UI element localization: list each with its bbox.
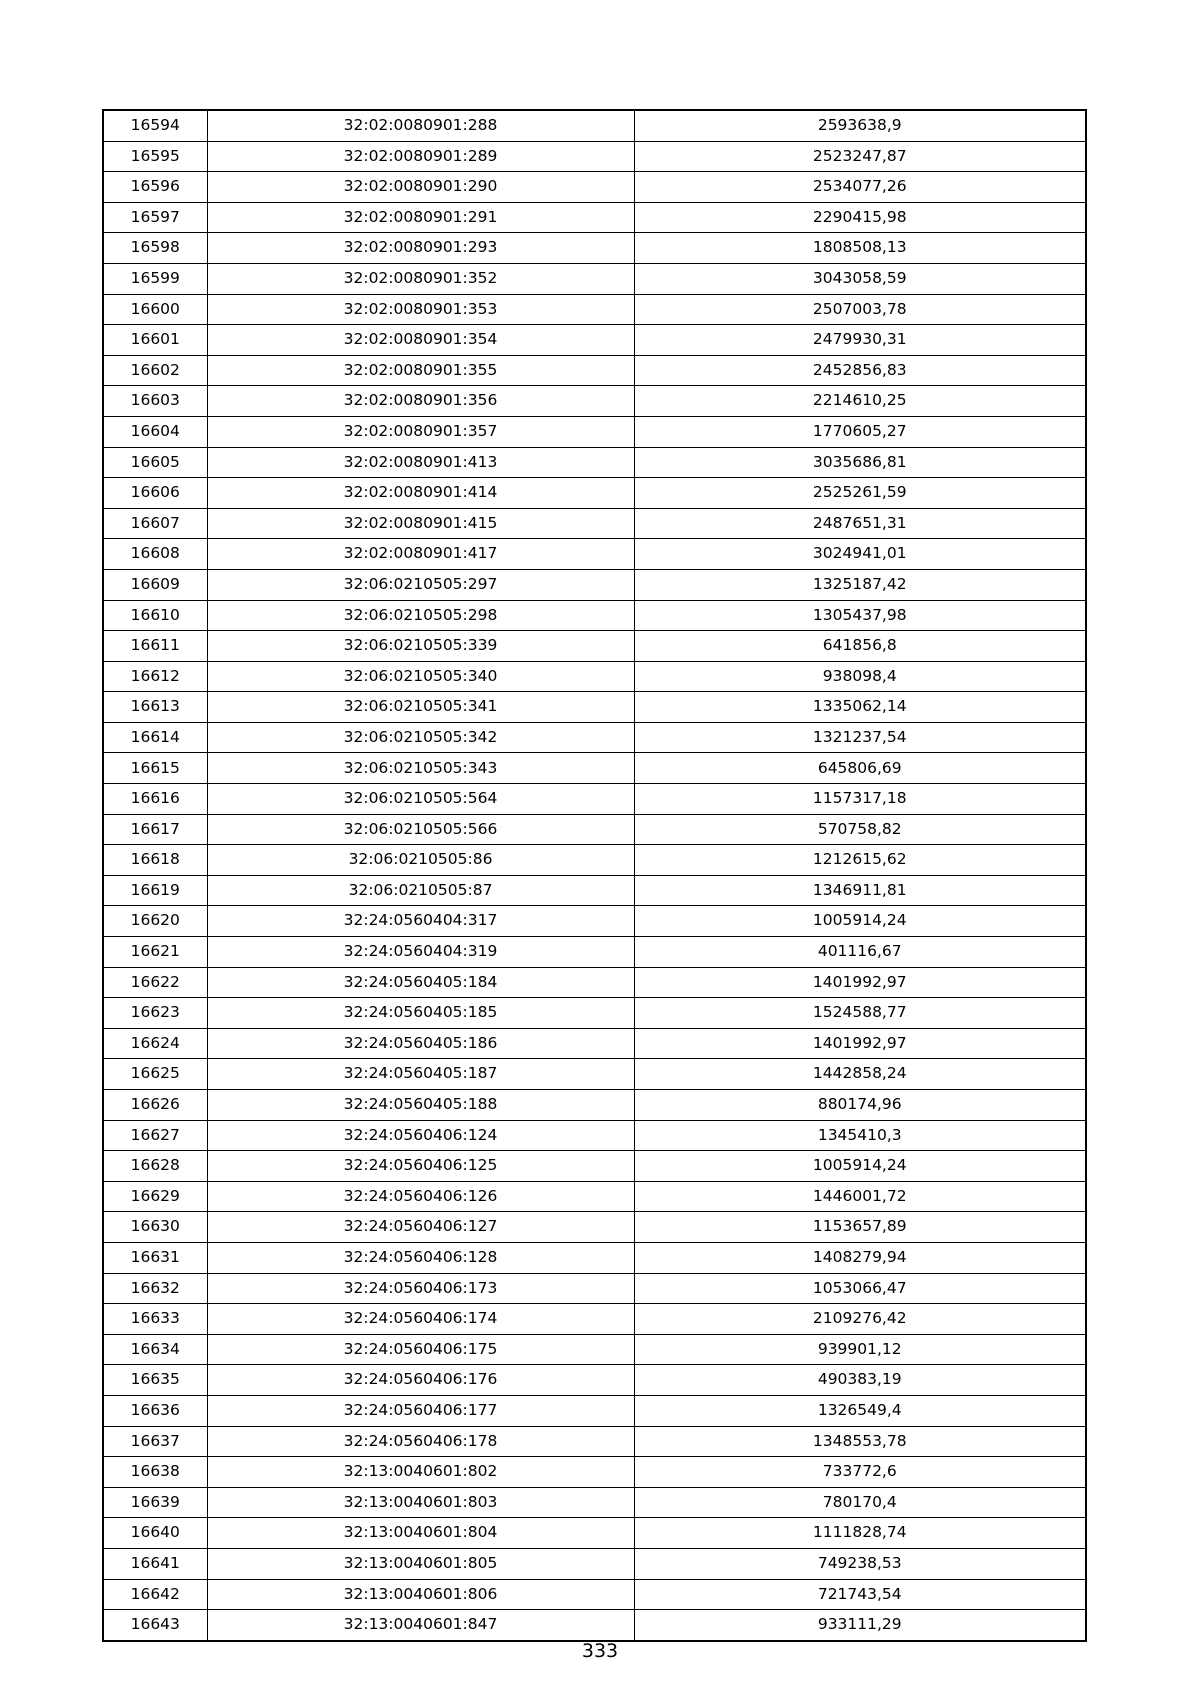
- table-row: [103, 1610, 1086, 1641]
- value-cell: 3043058,59: [634, 263, 1086, 294]
- table-row: [103, 172, 1086, 203]
- value-cell: 1442858,24: [634, 1059, 1086, 1090]
- cadastral-number-cell: 32:06:0210505:343: [207, 753, 634, 784]
- row-number-cell: 16629: [103, 1181, 207, 1212]
- row-number-cell: 16607: [103, 508, 207, 539]
- row-number-cell: 16620: [103, 906, 207, 937]
- value-cell: 1348553,78: [634, 1426, 1086, 1457]
- table-row: [103, 1334, 1086, 1365]
- row-number-cell: 16634: [103, 1334, 207, 1365]
- row-number-cell: 16609: [103, 569, 207, 600]
- value-cell: 2523247,87: [634, 141, 1086, 172]
- table-row: [103, 998, 1086, 1029]
- cadastral-number-cell: 32:02:0080901:357: [207, 416, 634, 447]
- row-number-cell: 16600: [103, 294, 207, 325]
- cadastral-number-cell: 32:13:0040601:805: [207, 1548, 634, 1579]
- cadastral-number-cell: 32:02:0080901:290: [207, 172, 634, 203]
- row-number-cell: 16606: [103, 478, 207, 509]
- table-row: [103, 1028, 1086, 1059]
- value-cell: 1446001,72: [634, 1181, 1086, 1212]
- cadastral-number-cell: 32:06:0210505:340: [207, 661, 634, 692]
- row-number-cell: 16638: [103, 1457, 207, 1488]
- row-number-cell: 16605: [103, 447, 207, 478]
- value-cell: 1401992,97: [634, 1028, 1086, 1059]
- table-row: [103, 692, 1086, 723]
- value-cell: 1346911,81: [634, 875, 1086, 906]
- cadastral-number-cell: 32:24:0560405:184: [207, 967, 634, 998]
- cadastral-number-cell: 32:24:0560406:173: [207, 1273, 634, 1304]
- table-row: [103, 325, 1086, 356]
- page-number: 333: [581, 1640, 619, 1662]
- row-number-cell: 16640: [103, 1518, 207, 1549]
- table-row: [103, 1304, 1086, 1335]
- table-row: [103, 937, 1086, 968]
- value-cell: 3035686,81: [634, 447, 1086, 478]
- table-row: [103, 814, 1086, 845]
- table-row: [103, 1395, 1086, 1426]
- table-row: [103, 1212, 1086, 1243]
- cadastral-number-cell: 32:02:0080901:415: [207, 508, 634, 539]
- value-cell: 2290415,98: [634, 202, 1086, 233]
- value-cell: 1153657,89: [634, 1212, 1086, 1243]
- table-row: [103, 294, 1086, 325]
- table-row: [103, 1365, 1086, 1396]
- cadastral-number-cell: 32:24:0560406:128: [207, 1242, 634, 1273]
- cadastral-number-cell: 32:02:0080901:354: [207, 325, 634, 356]
- table-row: [103, 1426, 1086, 1457]
- value-cell: 401116,67: [634, 937, 1086, 968]
- table-row: [103, 1548, 1086, 1579]
- table-row: [103, 1059, 1086, 1090]
- table-row: [103, 631, 1086, 662]
- row-number-cell: 16622: [103, 967, 207, 998]
- cadastral-number-cell: 32:24:0560406:126: [207, 1181, 634, 1212]
- table-row: [103, 661, 1086, 692]
- value-cell: 1401992,97: [634, 967, 1086, 998]
- table-body: [103, 110, 1086, 1641]
- value-cell: 1408279,94: [634, 1242, 1086, 1273]
- value-cell: 1345410,3: [634, 1120, 1086, 1151]
- value-cell: 1335062,14: [634, 692, 1086, 723]
- value-cell: 2479930,31: [634, 325, 1086, 356]
- value-cell: 1808508,13: [634, 233, 1086, 264]
- cadastral-number-cell: 32:13:0040601:804: [207, 1518, 634, 1549]
- cadastral-number-cell: 32:24:0560406:175: [207, 1334, 634, 1365]
- value-cell: 1005914,24: [634, 906, 1086, 937]
- table-row: [103, 202, 1086, 233]
- value-cell: 3024941,01: [634, 539, 1086, 570]
- row-number-cell: 16616: [103, 784, 207, 815]
- cadastral-number-cell: 32:24:0560406:177: [207, 1395, 634, 1426]
- cadastral-number-cell: 32:24:0560406:178: [207, 1426, 634, 1457]
- value-cell: 1305437,98: [634, 600, 1086, 631]
- row-number-cell: 16599: [103, 263, 207, 294]
- table-row: [103, 263, 1086, 294]
- table-row: [103, 569, 1086, 600]
- row-number-cell: 16604: [103, 416, 207, 447]
- row-number-cell: 16618: [103, 845, 207, 876]
- cadastral-number-cell: 32:13:0040601:847: [207, 1610, 634, 1641]
- value-cell: 749238,53: [634, 1548, 1086, 1579]
- row-number-cell: 16608: [103, 539, 207, 570]
- table-row: [103, 1487, 1086, 1518]
- cadastral-number-cell: 32:02:0080901:414: [207, 478, 634, 509]
- row-number-cell: 16594: [103, 110, 207, 141]
- row-number-cell: 16641: [103, 1548, 207, 1579]
- row-number-cell: 16639: [103, 1487, 207, 1518]
- row-number-cell: 16637: [103, 1426, 207, 1457]
- value-cell: 570758,82: [634, 814, 1086, 845]
- table-row: [103, 447, 1086, 478]
- value-cell: 2593638,9: [634, 110, 1086, 141]
- cadastral-number-cell: 32:02:0080901:413: [207, 447, 634, 478]
- value-cell: 721743,54: [634, 1579, 1086, 1610]
- row-number-cell: 16610: [103, 600, 207, 631]
- value-cell: 2534077,26: [634, 172, 1086, 203]
- value-cell: 2487651,31: [634, 508, 1086, 539]
- table-row: [103, 845, 1086, 876]
- value-cell: 938098,4: [634, 661, 1086, 692]
- row-number-cell: 16624: [103, 1028, 207, 1059]
- row-number-cell: 16611: [103, 631, 207, 662]
- row-number-cell: 16617: [103, 814, 207, 845]
- table-row: [103, 1579, 1086, 1610]
- table-row: [103, 1120, 1086, 1151]
- value-cell: 2507003,78: [634, 294, 1086, 325]
- cadastral-number-cell: 32:13:0040601:806: [207, 1579, 634, 1610]
- table-row: [103, 722, 1086, 753]
- row-number-cell: 16642: [103, 1579, 207, 1610]
- table-row: [103, 875, 1086, 906]
- table-row: [103, 1151, 1086, 1182]
- row-number-cell: 16628: [103, 1151, 207, 1182]
- value-cell: 2525261,59: [634, 478, 1086, 509]
- cadastral-number-cell: 32:24:0560406:174: [207, 1304, 634, 1335]
- cadastral-number-cell: 32:02:0080901:356: [207, 386, 634, 417]
- row-number-cell: 16625: [103, 1059, 207, 1090]
- row-number-cell: 16613: [103, 692, 207, 723]
- cadastral-number-cell: 32:02:0080901:417: [207, 539, 634, 570]
- cadastral-number-cell: 32:24:0560406:125: [207, 1151, 634, 1182]
- cadastral-number-cell: 32:06:0210505:566: [207, 814, 634, 845]
- row-number-cell: 16619: [103, 875, 207, 906]
- row-number-cell: 16636: [103, 1395, 207, 1426]
- table-row: [103, 967, 1086, 998]
- row-number-cell: 16603: [103, 386, 207, 417]
- value-cell: 2109276,42: [634, 1304, 1086, 1335]
- row-number-cell: 16614: [103, 722, 207, 753]
- cadastral-number-cell: 32:24:0560406:124: [207, 1120, 634, 1151]
- cadastral-number-cell: 32:13:0040601:802: [207, 1457, 634, 1488]
- row-number-cell: 16597: [103, 202, 207, 233]
- row-number-cell: 16635: [103, 1365, 207, 1396]
- table-row: [103, 233, 1086, 264]
- table-row: [103, 508, 1086, 539]
- cadastral-value-table: [102, 109, 1087, 1642]
- value-cell: 641856,8: [634, 631, 1086, 662]
- value-cell: 880174,96: [634, 1090, 1086, 1121]
- cadastral-number-cell: 32:02:0080901:293: [207, 233, 634, 264]
- cadastral-number-cell: 32:24:0560404:319: [207, 937, 634, 968]
- table-row: [103, 1518, 1086, 1549]
- value-cell: 1005914,24: [634, 1151, 1086, 1182]
- value-cell: 1157317,18: [634, 784, 1086, 815]
- row-number-cell: 16612: [103, 661, 207, 692]
- row-number-cell: 16595: [103, 141, 207, 172]
- value-cell: 733772,6: [634, 1457, 1086, 1488]
- row-number-cell: 16601: [103, 325, 207, 356]
- value-cell: 1212615,62: [634, 845, 1086, 876]
- value-cell: 1321237,54: [634, 722, 1086, 753]
- cadastral-number-cell: 32:02:0080901:289: [207, 141, 634, 172]
- row-number-cell: 16627: [103, 1120, 207, 1151]
- cadastral-number-cell: 32:06:0210505:298: [207, 600, 634, 631]
- table-row: [103, 753, 1086, 784]
- value-cell: 933111,29: [634, 1610, 1086, 1641]
- value-cell: 1770605,27: [634, 416, 1086, 447]
- row-number-cell: 16615: [103, 753, 207, 784]
- cadastral-number-cell: 32:02:0080901:288: [207, 110, 634, 141]
- value-cell: 1325187,42: [634, 569, 1086, 600]
- row-number-cell: 16631: [103, 1242, 207, 1273]
- cadastral-number-cell: 32:06:0210505:341: [207, 692, 634, 723]
- cadastral-number-cell: 32:06:0210505:87: [207, 875, 634, 906]
- cadastral-number-cell: 32:24:0560405:188: [207, 1090, 634, 1121]
- table-row: [103, 355, 1086, 386]
- row-number-cell: 16630: [103, 1212, 207, 1243]
- cadastral-number-cell: 32:06:0210505:339: [207, 631, 634, 662]
- value-cell: 2452856,83: [634, 355, 1086, 386]
- table-row: [103, 110, 1086, 141]
- table-row: [103, 1273, 1086, 1304]
- cadastral-number-cell: 32:06:0210505:564: [207, 784, 634, 815]
- row-number-cell: 16621: [103, 937, 207, 968]
- table-row: [103, 784, 1086, 815]
- value-cell: 939901,12: [634, 1334, 1086, 1365]
- value-cell: 1524588,77: [634, 998, 1086, 1029]
- cadastral-number-cell: 32:24:0560405:185: [207, 998, 634, 1029]
- cadastral-number-cell: 32:02:0080901:352: [207, 263, 634, 294]
- cadastral-number-cell: 32:24:0560406:176: [207, 1365, 634, 1396]
- cadastral-number-cell: 32:13:0040601:803: [207, 1487, 634, 1518]
- value-cell: 1053066,47: [634, 1273, 1086, 1304]
- row-number-cell: 16596: [103, 172, 207, 203]
- cadastral-number-cell: 32:02:0080901:355: [207, 355, 634, 386]
- cadastral-number-cell: 32:24:0560404:317: [207, 906, 634, 937]
- table-row: [103, 600, 1086, 631]
- cadastral-number-cell: 32:06:0210505:342: [207, 722, 634, 753]
- table-row: [103, 906, 1086, 937]
- value-cell: 490383,19: [634, 1365, 1086, 1396]
- table-row: [103, 1181, 1086, 1212]
- value-cell: 1111828,74: [634, 1518, 1086, 1549]
- row-number-cell: 16633: [103, 1304, 207, 1335]
- table-row: [103, 539, 1086, 570]
- table-row: [103, 1242, 1086, 1273]
- cadastral-number-cell: 32:24:0560405:186: [207, 1028, 634, 1059]
- value-cell: 1326549,4: [634, 1395, 1086, 1426]
- row-number-cell: 16598: [103, 233, 207, 264]
- table-row: [103, 416, 1086, 447]
- cadastral-number-cell: 32:06:0210505:297: [207, 569, 634, 600]
- value-cell: 780170,4: [634, 1487, 1086, 1518]
- cadastral-number-cell: 32:02:0080901:291: [207, 202, 634, 233]
- row-number-cell: 16632: [103, 1273, 207, 1304]
- row-number-cell: 16602: [103, 355, 207, 386]
- cadastral-number-cell: 32:24:0560406:127: [207, 1212, 634, 1243]
- row-number-cell: 16643: [103, 1610, 207, 1641]
- row-number-cell: 16626: [103, 1090, 207, 1121]
- row-number-cell: 16623: [103, 998, 207, 1029]
- cadastral-number-cell: 32:24:0560405:187: [207, 1059, 634, 1090]
- table-row: [103, 1090, 1086, 1121]
- table-row: [103, 141, 1086, 172]
- table-row: [103, 386, 1086, 417]
- table-row: [103, 1457, 1086, 1488]
- table-row: [103, 478, 1086, 509]
- cadastral-number-cell: 32:06:0210505:86: [207, 845, 634, 876]
- value-cell: 2214610,25: [634, 386, 1086, 417]
- cadastral-number-cell: 32:02:0080901:353: [207, 294, 634, 325]
- value-cell: 645806,69: [634, 753, 1086, 784]
